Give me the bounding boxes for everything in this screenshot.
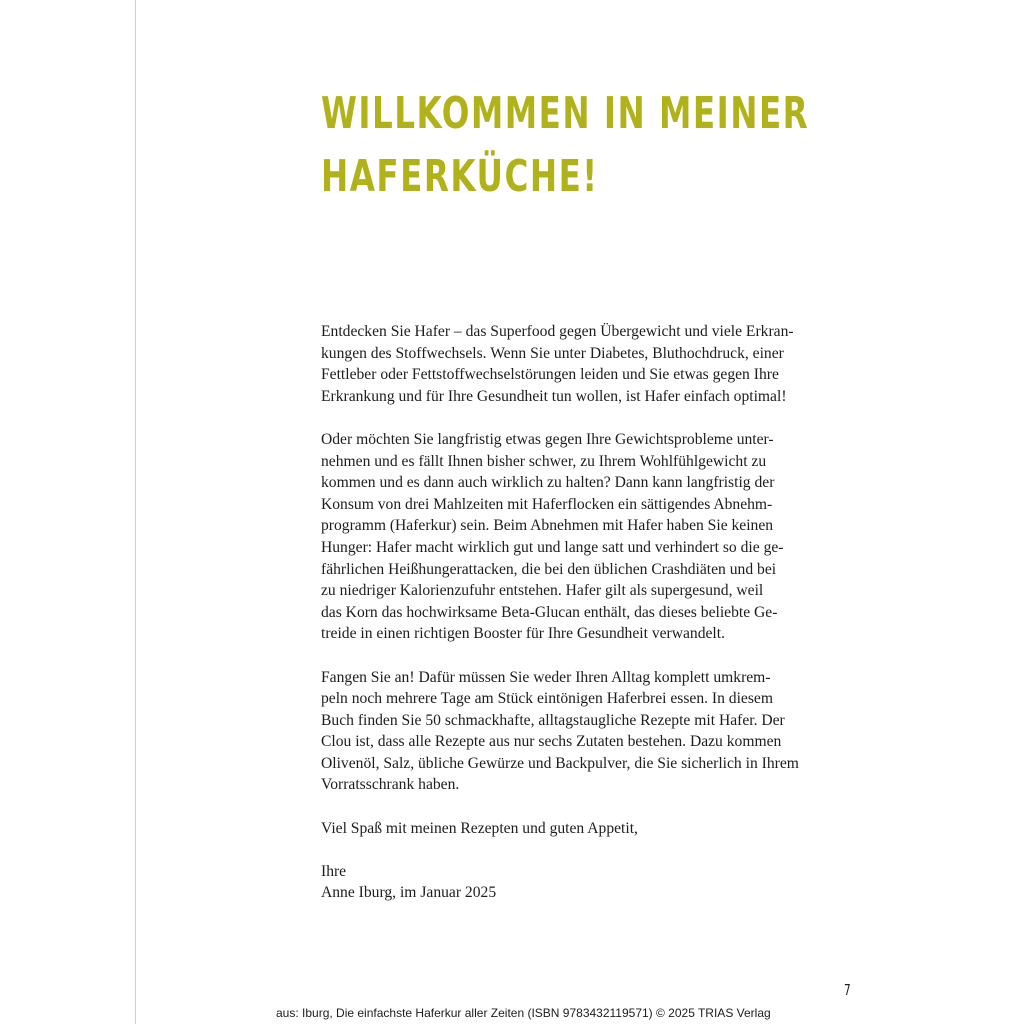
text-line: Oder möchten Sie langfristig etwas gegen Ihre Gewichtsprobleme unter- [321, 430, 774, 448]
text-line: treide in einen richtigen Booster für Ihre Gesundheit verwandelt. [321, 625, 725, 643]
text-line: Viel Spaß mit meinen Rezepten und guten Appetit, [321, 819, 638, 837]
title-line: WILLKOMMEN IN MEINER [321, 88, 810, 139]
body-text [321, 321, 841, 926]
page-number: 7 [844, 981, 851, 999]
paragraph-closing [321, 818, 841, 840]
text-line: kungen des Stoffwechsels. Wenn Sie unter Diabetes, Bluthochdruck, einer [321, 344, 784, 362]
text-line: nehmen und es fällt Ihnen bisher schwer, zu Ihrem Wohlfühlgewicht zu [321, 452, 767, 470]
text-line: Entdecken Sie Hafer – das Superfood gegen Übergewicht und viele Erkran- [321, 323, 794, 340]
title-line: HAFERKÜCHE! [321, 151, 599, 202]
text-line: Erkrankung und für Ihre Gesundheit tun wollen, ist Hafer einfach optimal! [321, 387, 787, 405]
paragraph-intro [321, 321, 841, 407]
text-line: Vorratsschrank haben. [321, 776, 460, 794]
signature-greeting: Ihre [321, 862, 347, 880]
paragraph-start [321, 667, 841, 797]
text-line: peln noch mehrere Tage am Stück eintönigen Haferbrei essen. In diesem [321, 690, 773, 708]
text-line: Fangen Sie an! Dafür müssen Sie weder Ihren Alltag komplett umkrem- [321, 668, 771, 686]
text-line: programm (Haferkur) sein. Beim Abnehmen mit Hafer haben Sie keinen [321, 517, 774, 535]
text-line: Olivenöl, Salz, übliche Gewürze und Backpulver, die Sie sicherlich in Ihrem [321, 754, 799, 772]
page-edge-line [135, 0, 136, 1024]
text-line: Fettleber oder Fettstoffwechselstörungen leiden und Sie etwas gegen Ihre [321, 366, 779, 384]
text-line: Konsum von drei Mahlzeiten mit Haferflocken ein sättigendes Abnehm- [321, 495, 773, 513]
text-line: das Korn das hochwirksame Beta-Glucan enthält, das dieses beliebte Ge- [321, 603, 778, 621]
signature-author-date: Anne Iburg, im Januar 2025 [321, 884, 497, 902]
signature [321, 861, 841, 904]
text-line: Buch finden Sie 50 schmackhafte, alltagstaugliche Rezepte mit Hafer. Der [321, 711, 785, 729]
text-line: fährlichen Heißhungerattacken, die bei den üblichen Crashdiäten und bei [321, 560, 777, 578]
text-line: Clou ist, dass alle Rezepte aus nur sechs Zutaten bestehen. Dazu kommen [321, 733, 782, 751]
page-title [321, 82, 810, 208]
text-line: kommen und es dann auch wirklich zu halten? Dann kann langfristig der [321, 474, 775, 492]
text-line: zu niedriger Kalorienzufuhr entstehen. Hafer gilt als supergesund, weil [321, 582, 764, 600]
source-footer: aus: Iburg, Die einfachste Haferkur aller Zeiten (ISBN 9783432119571) © 2025 TRIAS Verlag [276, 1006, 771, 1020]
text-line: Hunger: Hafer macht wirklich gut und lange satt und verhindert so die ge- [321, 538, 784, 556]
paragraph-weight [321, 429, 841, 645]
